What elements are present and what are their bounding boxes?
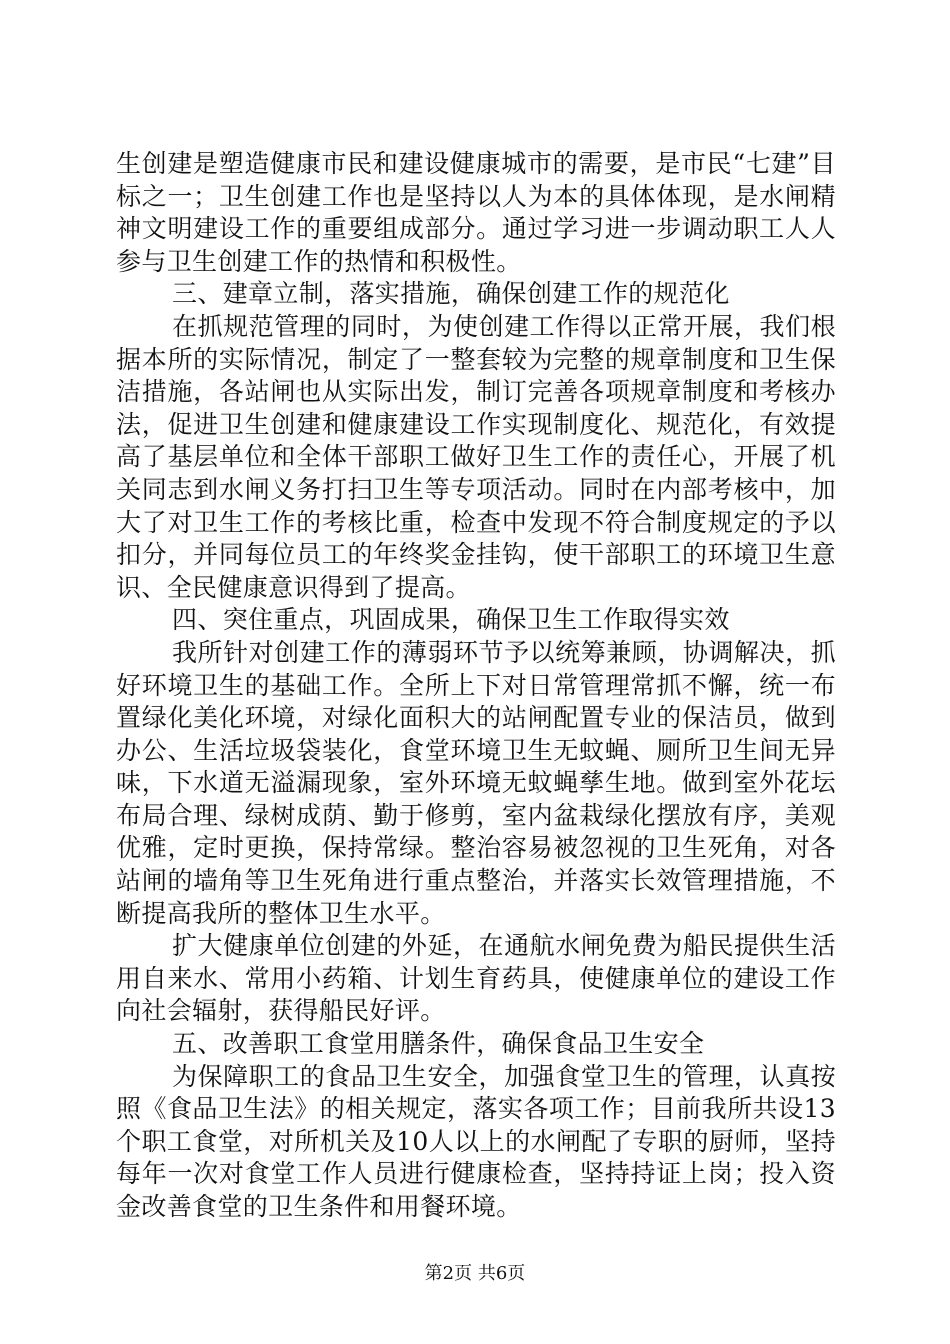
body-paragraph-1: 生创建是塑造健康市民和建设健康城市的需要，是市民“七建”目标之一；卫生创建工作也是坚持以人为本的具体体现，是水闸精神文明建设工作的重要组成部分。通过学习进一步调动职工人人参与卫生创建工作的热情和积极性。 xyxy=(116,149,836,276)
section-heading-4: 四、突住重点，巩固成果，确保卫生工作取得实效 xyxy=(172,605,730,635)
body-paragraph-3: 我所针对创建工作的薄弱环节予以统筹兼顾，协调解决，抓好环境卫生的基础工作。全所上下对日常管理常抓不懈，统一布置绿化美化环境，对绿化面积大的站闸配置专业的保洁员，做到办公、生活垃圾袋装化，食堂环境卫生无蚊蝇、厕所卫生间无异味，下水道无溢漏现象，室外环境无蚊蝇孳生地。做到室外花坛布局合理、绿树成荫、勤于修剪，室内盆栽绿化摆放有序，美观优雅，定时更换，保持常绿。整治容易被忽视的卫生死角，对各站闸的墙角等卫生死角进行重点整治，并落实长效管理措施，不断提高我所的整体卫生水平。 xyxy=(116,637,836,928)
body-paragraph-2: 在抓规范管理的同时，为使创建工作得以正常开展，我们根据本所的实际情况，制定了一整套较为完整的规章制度和卫生保洁措施，各站闸也从实际出发，制订完善各项规章制度和考核办法，促进卫生创建和健康建设工作实现制度化、规范化，有效提高了基层单位和全体干部职工做好卫生工作的责任心，开展了机关同志到水闸义务打扫卫生等专项活动。同时在内部考核中，加大了对卫生工作的考核比重，检查中发现不符合制度规定的予以扣分，并同每位员工的年终奖金挂钩，使干部职工的环境卫生意识、全民健康意识得到了提高。 xyxy=(116,311,836,602)
page-footer xyxy=(0,1262,950,1286)
body-paragraph-5: 为保障职工的食品卫生安全，加强食堂卫生的管理，认真按照《食品卫生法》的相关规定，落实各项工作；目前我所共设13个职工食堂，对所机关及10人以上的水闸配了专职的厨师，坚持每年一次对食堂工作人员进行健康检查，坚持持证上岗；投入资金改善食堂的卫生条件和用餐环境。 xyxy=(116,1061,836,1221)
section-heading-3: 三、建章立制，落实措施，确保创建工作的规范化 xyxy=(172,279,730,309)
page-number-label: 第2页 共6页 xyxy=(424,1263,526,1284)
section-heading-5: 五、改善职工食堂用膳条件，确保食品卫生安全 xyxy=(172,1029,705,1059)
body-paragraph-4: 扩大健康单位创建的外延，在通航水闸免费为船民提供生活用自来水、常用小药箱、计划生育药具，使健康单位的建设工作向社会辐射，获得船民好评。 xyxy=(116,931,836,1026)
document-body xyxy=(116,148,836,1224)
